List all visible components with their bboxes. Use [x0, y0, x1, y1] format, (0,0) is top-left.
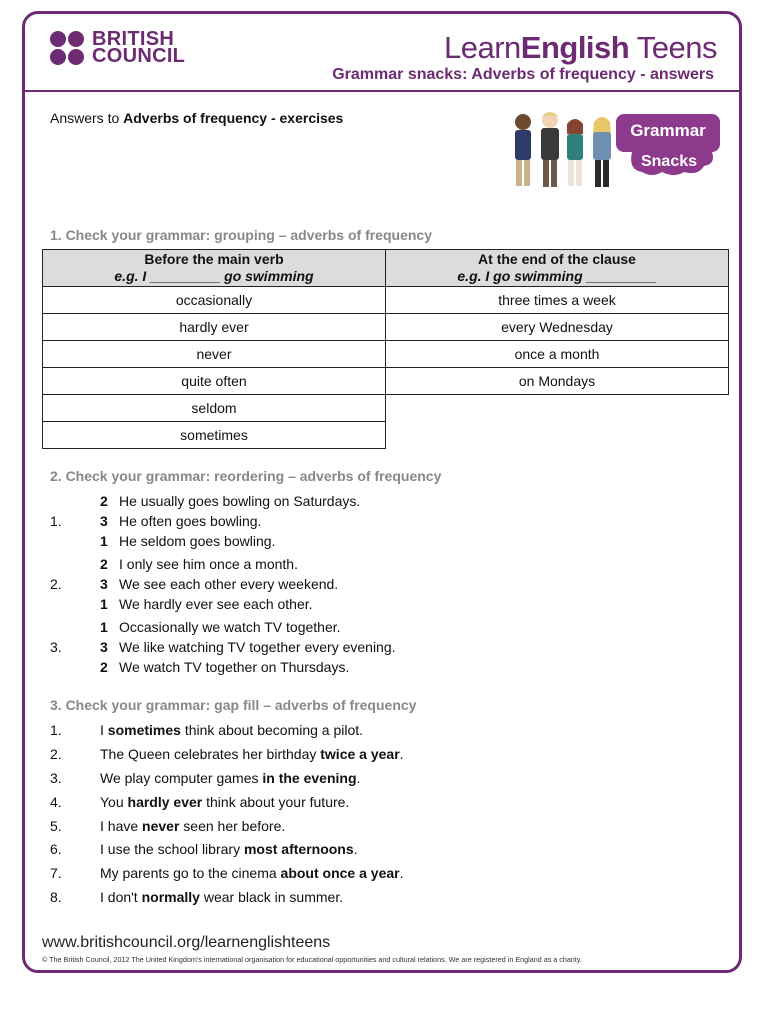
table-row: occasionally three times a week	[43, 287, 729, 314]
section1-heading: 1. Check your grammar: grouping – adverbs of frequency	[50, 227, 432, 243]
table-row: quite often on Mondays	[43, 368, 729, 395]
section3-heading: 3. Check your grammar: gap fill – adverbs of frequency	[50, 697, 417, 713]
section2-heading: 2. Check your grammar: reordering – adverbs of frequency	[50, 468, 442, 484]
intro-text: Answers to Adverbs of frequency - exercises	[50, 110, 344, 126]
reorder-group-1: 1. 2 He usually goes bowling on Saturdays. 3 He often goes bowling. 1 He seldom goes bowling.	[50, 493, 361, 549]
grammar-snacks-badge-icon	[612, 112, 722, 178]
footer-url[interactable]: www.britishcouncil.org/learnenglishteens	[42, 934, 331, 951]
badge-text-grammar: Grammar	[630, 121, 706, 140]
grouping-table	[42, 249, 729, 449]
table-row: seldom	[43, 395, 729, 422]
footer-copyright: © The British Council, 2012 The United Kingdom's international organisation for educational opportunities and cultural relations. We are registered in England as a charity.	[42, 955, 582, 964]
brand-name: BRITISH COUNCIL	[92, 28, 186, 67]
learnenglish-teens-title: LearnEnglish Teens	[443, 30, 717, 65]
col-header-before-verb: Before the main verb e.g. I _________ go swimming	[43, 250, 386, 287]
table-row: never once a month	[43, 341, 729, 368]
table-header-row	[43, 250, 729, 287]
badge-text-snacks: Snacks	[640, 153, 698, 170]
logo-dots-icon	[50, 31, 88, 67]
table-row: hardly ever every Wednesday	[43, 314, 729, 341]
header-divider	[22, 90, 742, 92]
reorder-group-2: 2. 2 I only see him once a month. 3 We see each other every weekend. 1 We hardly ever see each other.	[50, 556, 339, 612]
col-header-end-clause: At the end of the clause e.g. I go swimming _________	[386, 250, 729, 287]
table-row: sometimes	[43, 422, 729, 449]
teens-illustration-icon	[505, 110, 625, 194]
reorder-group-3: 3. 1 Occasionally we watch TV together. 3 We like watching TV together every evening. 2 We watch TV together on Thursdays.	[50, 619, 396, 675]
page-subtitle: Grammar snacks: Adverbs of frequency - answers	[332, 66, 714, 83]
